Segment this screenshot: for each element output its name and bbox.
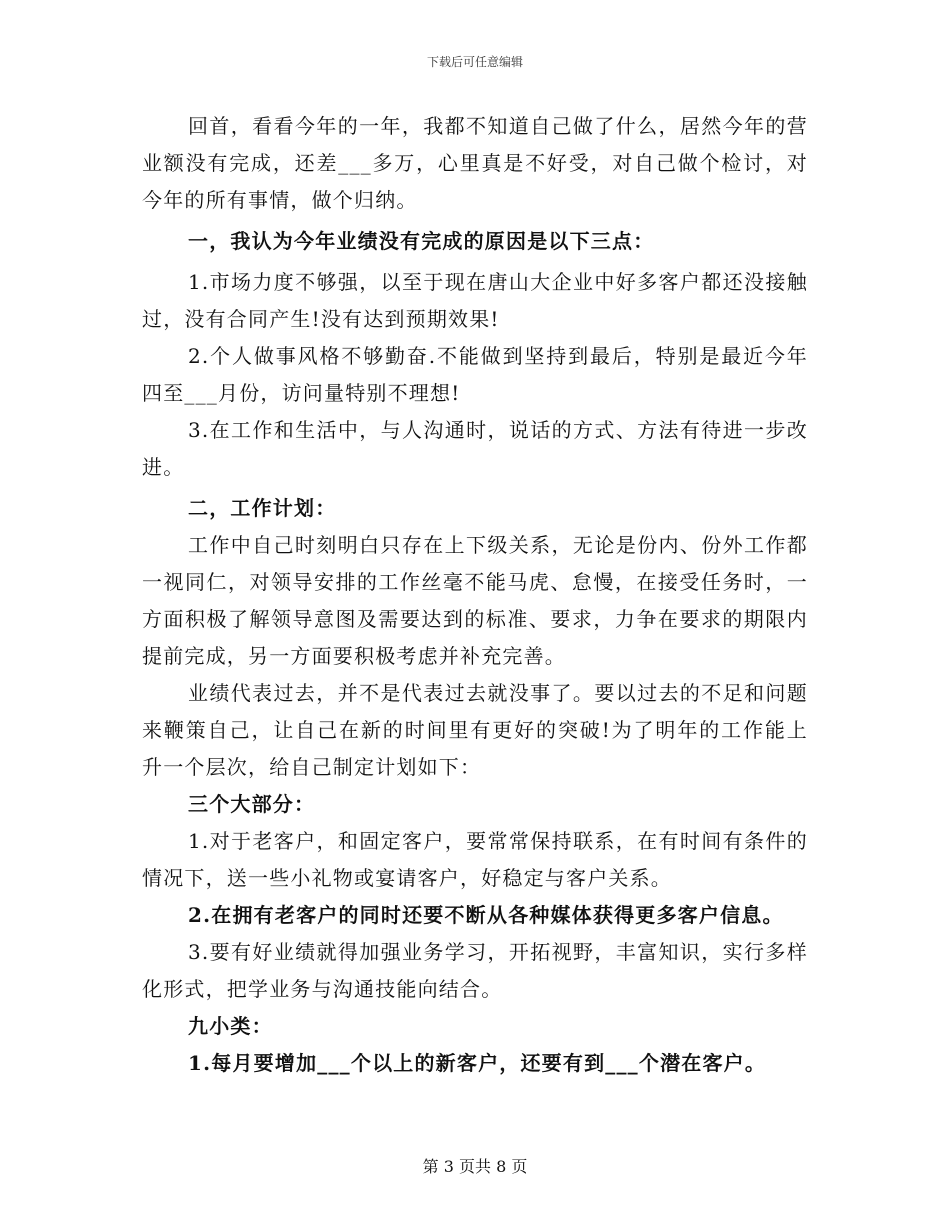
heading-reasons: 一，我认为今年业绩没有完成的原因是以下三点：: [188, 229, 655, 253]
paragraph-performance: 业绩代表过去，并不是代表过去就没事了。要以过去的不足和问题来鞭策自己，让自己在新的时间里有更好的突破!为了明年的工作能上升一个层次，给自己制定计划如下：: [142, 681, 808, 779]
paragraph-part-1: 1.对于老客户，和固定客户，要常常保持联系，在有时间有条件的情况下，送一些小礼物或宴请客户，好稳定与客户关系。: [142, 829, 808, 890]
document-body: [142, 108, 808, 1082]
page-footer: 第 3 页共 8 页: [422, 1157, 528, 1176]
paragraph-intro: 回首，看看今年的一年，我都不知道自己做了什么，居然今年的营业额没有完成，还差___多万，心里真是不好受，对自己做个检讨，对今年的所有事情，做个归纳。: [142, 114, 808, 212]
paragraph-category-1: 1.每月要增加___个以上的新客户，还要有到___个潜在客户。: [188, 1051, 767, 1075]
page-header: 下载后可任意编辑: [426, 55, 523, 69]
paragraph-work-attitude: 工作中自己时刻明白只存在上下级关系，无论是份内、份外工作都一视同仁，对领导安排的工作丝毫不能马虎、怠慢，在接受任务时，一方面积极了解领导意图及需要达到的标准、要求，力争在要求的期限内提前完成，另一方面要积极考虑并补充完善。: [142, 533, 808, 668]
paragraph-part-3: 3.要有好业绩就得加强业务学习，开拓视野，丰富知识，实行多样化形式，把学业务与沟通技能向结合。: [142, 940, 808, 1001]
heading-three-parts: 三个大部分：: [188, 792, 316, 816]
heading-nine-categories: 九小类：: [188, 1014, 273, 1038]
paragraph-reason-2: 2.个人做事风格不够勤奋.不能做到坚持到最后，特别是最近今年四至___月份，访问量特别不理想!: [142, 344, 808, 405]
paragraph-reason-3: 3.在工作和生活中，与人沟通时，说话的方式、方法有待进一步改进。: [142, 418, 808, 479]
paragraph-reason-1: 1.市场力度不够强，以至于现在唐山大企业中好多客户都还没接触过，没有合同产生!没有达到预期效果!: [142, 270, 808, 331]
heading-work-plan: 二，工作计划：: [188, 496, 337, 520]
paragraph-part-2: 2.在拥有老客户的同时还要不断从各种媒体获得更多客户信息。: [188, 903, 784, 927]
